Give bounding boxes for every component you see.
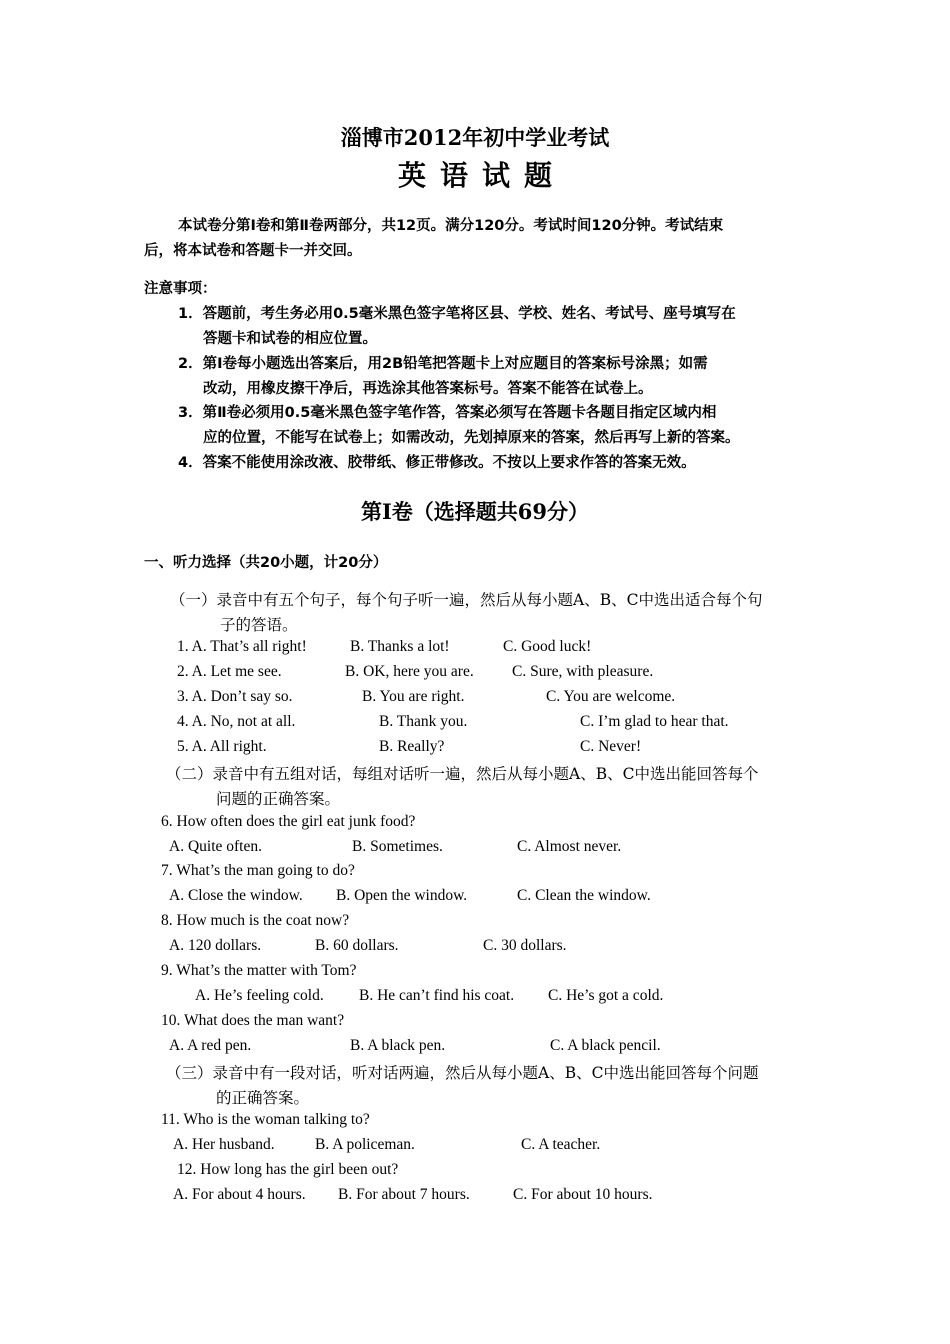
sub-section-2-line-2: 问题的正确答案。: [216, 790, 341, 808]
q12-option-c: C. For about 10 hours.: [513, 1186, 653, 1203]
q6-option-b: B. Sometimes.: [352, 838, 443, 855]
q11-option-c: C. A teacher.: [521, 1136, 601, 1153]
q1-option-b: B. Thanks a lot!: [350, 638, 450, 655]
q11-option-b: B. A policeman.: [315, 1136, 415, 1153]
note-2-line-2: 改动，用橡皮擦干净后，再选涂其他答案标号。答案不能答在试卷上。: [203, 381, 653, 397]
q4-option-c: C. I’m glad to hear that.: [580, 713, 729, 730]
sub-section-1-line-1: （一）录音中有五个句子，每个句子听一遍，然后从每小题A、B、C中选出适合每个句: [170, 591, 763, 609]
sub-section-3-line-2: 的正确答案。: [216, 1089, 310, 1107]
exam-title: 淄博市2012年初中学业考试: [340, 125, 610, 150]
note-2-line-1: 2．第Ⅰ卷每小题选出答案后，用2B铅笔把答题卡上对应题目的答案标号涂黑；如需: [178, 356, 708, 372]
q3-option-b: B. You are right.: [362, 688, 465, 705]
q12-option-b: B. For about 7 hours.: [338, 1186, 470, 1203]
note-3-line-2: 应的位置，不能写在试卷上；如需改动，先划掉原来的答案，然后再写上新的答案。: [203, 430, 740, 446]
note-3-line-1: 3．第Ⅱ卷必须用0.5毫米黑色签字笔作答，答案必须写在答题卡各题目指定区域内相: [178, 405, 717, 421]
q12-stem: 12. How long has the girl been out?: [177, 1161, 399, 1178]
q11-stem: 11. Who is the woman talking to?: [161, 1111, 370, 1128]
q3-option-c: C. You are welcome.: [546, 688, 676, 705]
intro-line-1: 本试卷分第Ⅰ卷和第Ⅱ卷两部分，共12页。满分120分。考试时间120分钟。考试结束: [178, 218, 724, 234]
q12-option-a: A. For about 4 hours.: [173, 1186, 306, 1203]
q9-option-c: C. He’s got a cold.: [548, 987, 664, 1004]
part-one-title: 第Ⅰ卷（选择题共69分）: [360, 499, 590, 524]
q9-stem: 9. What’s the matter with Tom?: [161, 962, 357, 979]
q5-option-a: 5. A. All right.: [177, 738, 267, 755]
q6-option-a: A. Quite often.: [169, 838, 262, 855]
q9-option-a: A. He’s feeling cold.: [195, 987, 324, 1004]
q3-option-a: 3. A. Don’t say so.: [177, 688, 293, 705]
note-4-line-1: 4．答案不能使用涂改液、胶带纸、修正带修改。不按以上要求作答的答案无效。: [178, 455, 696, 471]
q1-option-a: 1. A. That’s all right!: [177, 638, 307, 655]
notes-heading: 注意事项：: [144, 281, 217, 297]
q2-option-b: B. OK, here you are.: [345, 663, 474, 680]
q2-option-a: 2. A. Let me see.: [177, 663, 282, 680]
exam-subject: 英语试题: [397, 159, 566, 192]
sub-section-1-line-2: 子的答语。: [220, 616, 298, 634]
q7-option-a: A. Close the window.: [169, 887, 303, 904]
q2-option-c: C. Sure, with pleasure.: [512, 663, 654, 680]
q11-option-a: A. Her husband.: [173, 1136, 275, 1153]
q5-option-b: B. Really?: [379, 738, 445, 755]
q9-option-b: B. He can’t find his coat.: [359, 987, 515, 1004]
q6-stem: 6. How often does the girl eat junk food?: [161, 813, 416, 830]
note-1-line-1: 1．答题前，考生务必用0.5毫米黑色签字笔将区县、学校、姓名、考试号、座号填写在: [178, 306, 736, 322]
q8-option-a: A. 120 dollars.: [169, 937, 262, 954]
q7-option-c: C. Clean the window.: [517, 887, 651, 904]
q6-option-c: C. Almost never.: [517, 838, 622, 855]
q10-stem: 10. What does the man want?: [161, 1012, 345, 1029]
q4-option-b: B. Thank you.: [379, 713, 468, 730]
sub-section-2-line-1: （二）录音中有五组对话，每组对话听一遍，然后从每小题A、B、C中选出能回答每个: [166, 765, 759, 783]
q7-stem: 7. What’s the man going to do?: [161, 862, 355, 879]
q10-option-a: A. A red pen.: [169, 1037, 252, 1054]
q5-option-c: C. Never!: [580, 738, 642, 755]
note-1-line-2: 答题卡和试卷的相应位置。: [203, 331, 377, 347]
q8-option-c: C. 30 dollars.: [483, 937, 567, 954]
q10-option-b: B. A black pen.: [350, 1037, 446, 1054]
q4-option-a: 4. A. No, not at all.: [177, 713, 296, 730]
section-one-heading: 一、听力选择（共20小题，计20分）: [144, 555, 388, 571]
sub-section-3-line-1: （三）录音中有一段对话，听对话两遍，然后从每小题A、B、C中选出能回答每个问题: [166, 1064, 759, 1082]
q7-option-b: B. Open the window.: [336, 887, 468, 904]
q1-option-c: C. Good luck!: [503, 638, 592, 655]
q8-stem: 8. How much is the coat now?: [161, 912, 350, 929]
q8-option-b: B. 60 dollars.: [315, 937, 399, 954]
q10-option-c: C. A black pencil.: [550, 1037, 661, 1054]
intro-line-2: 后，将本试卷和答题卡一并交回。: [144, 243, 362, 259]
